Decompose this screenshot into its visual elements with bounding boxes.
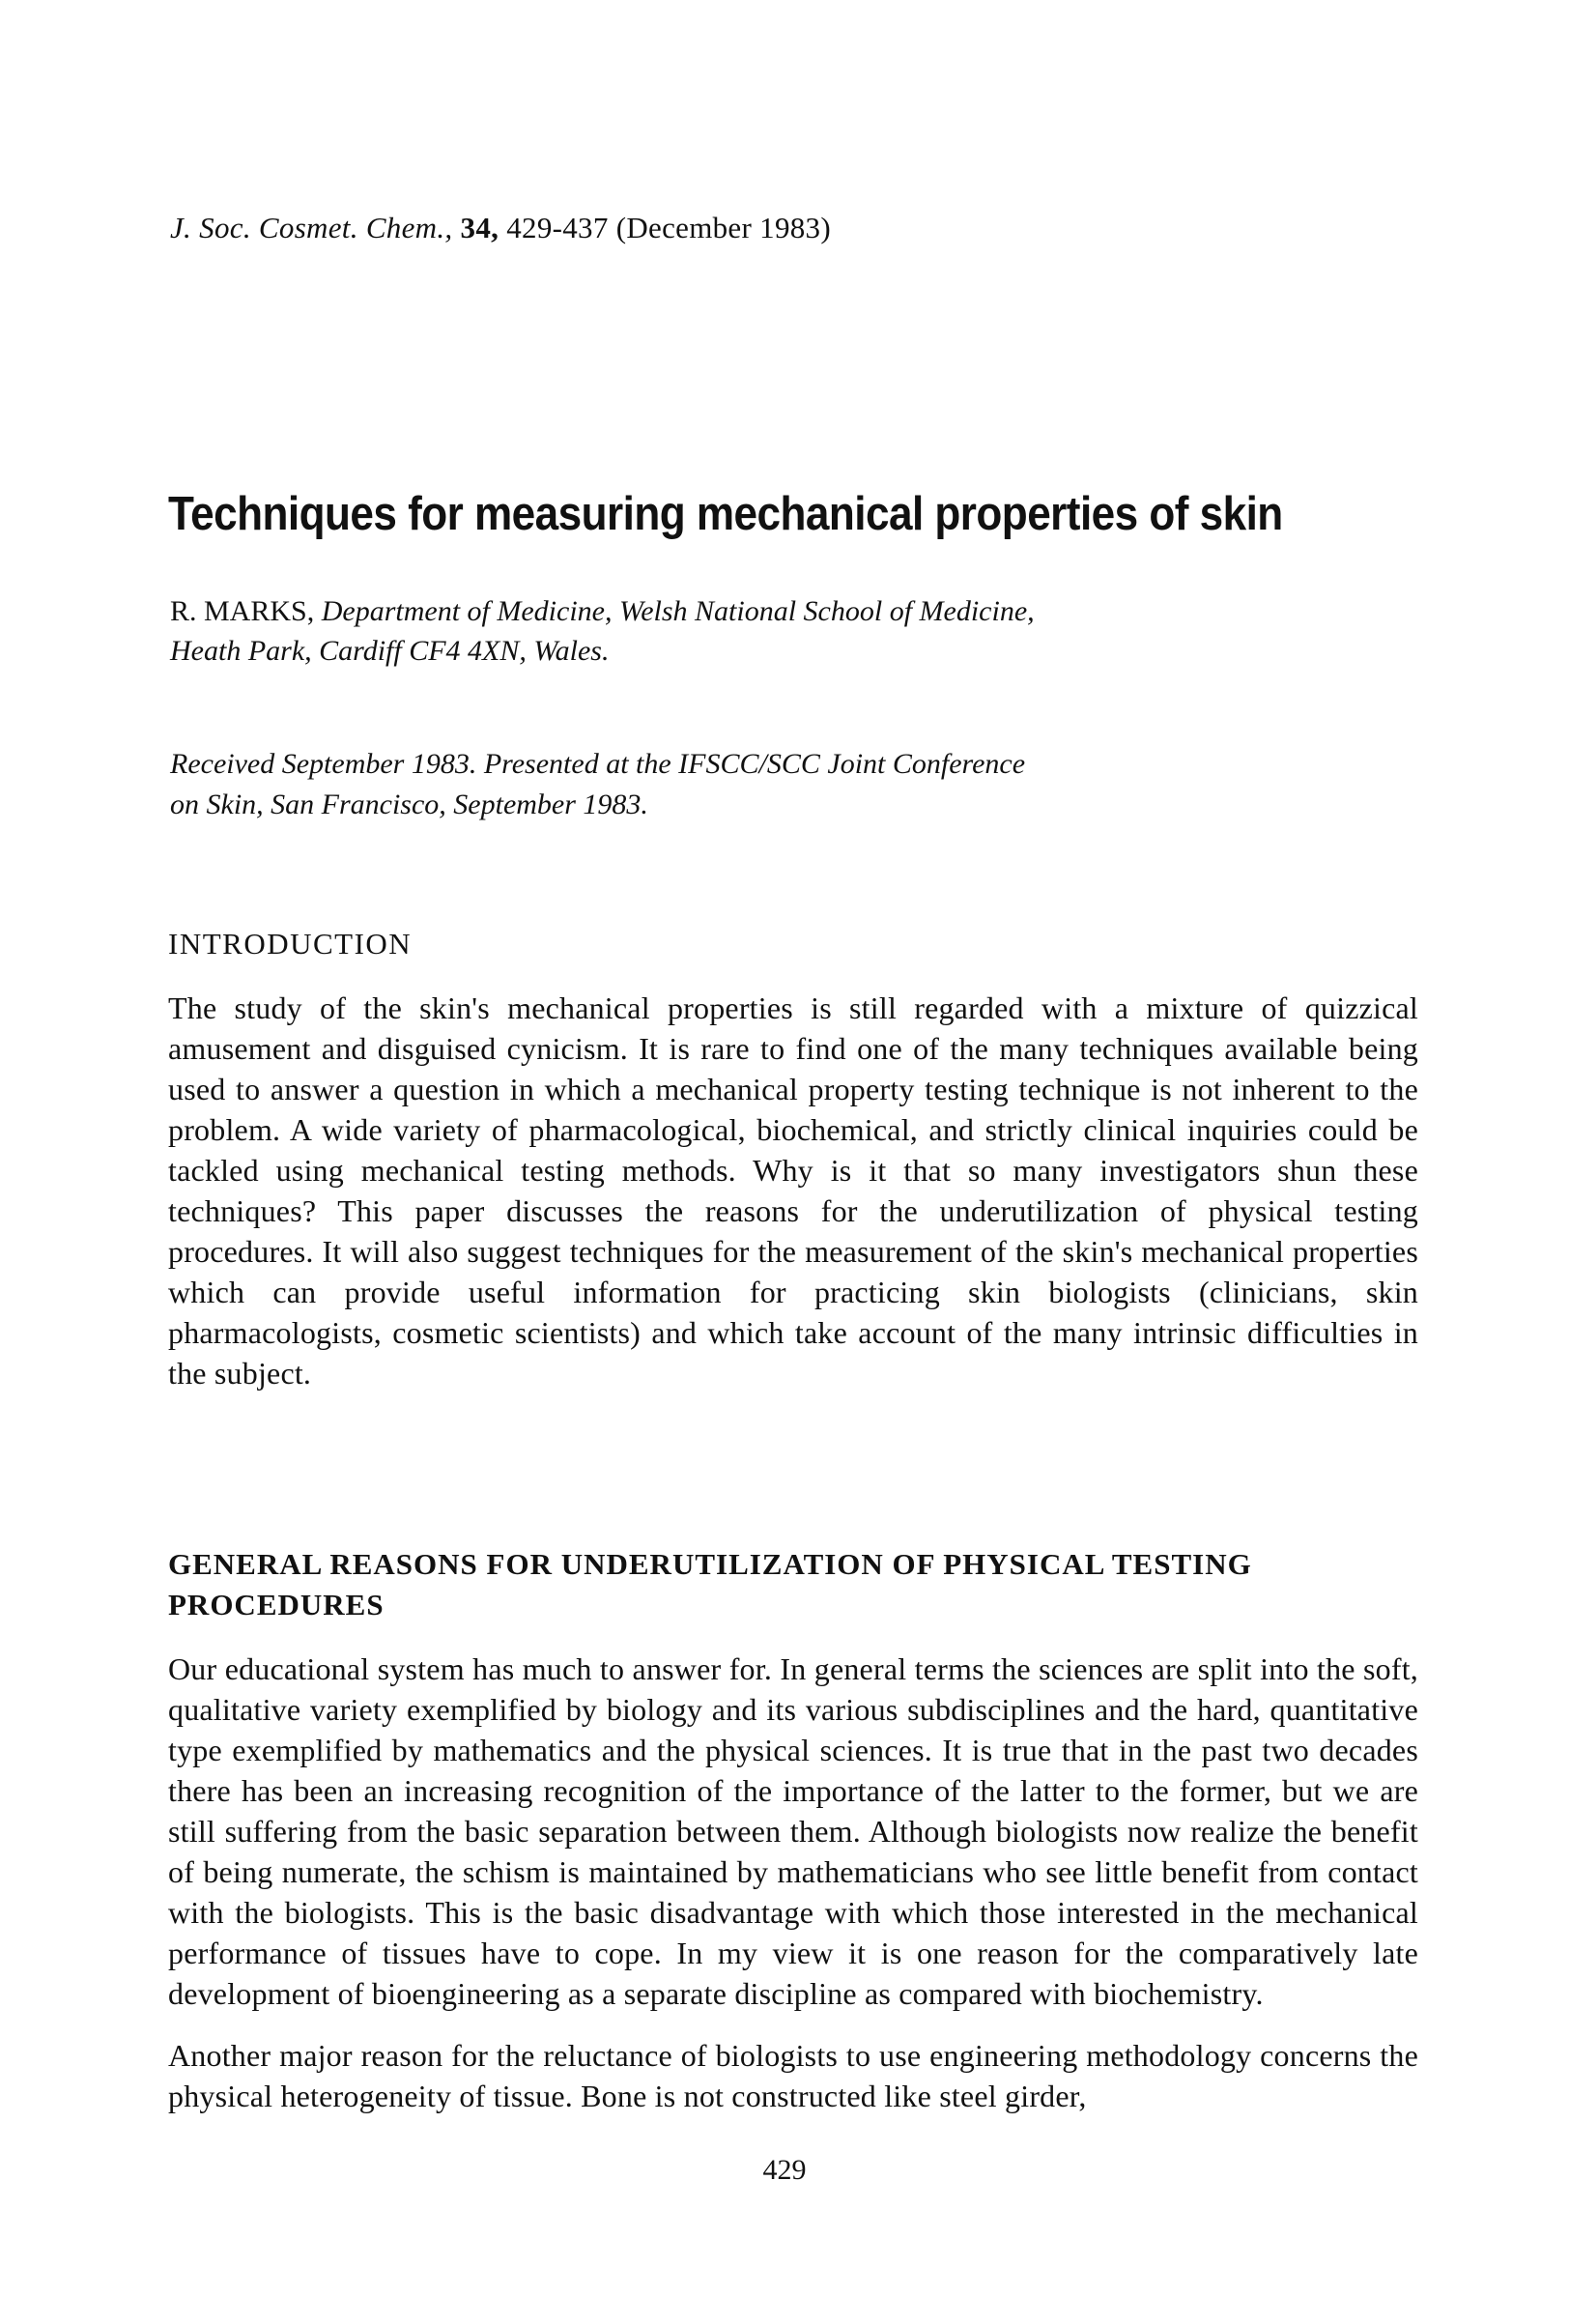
general-reasons-paragraph-2: Another major reason for the reluctance of biologists to use engineering methodology concerns the physical heterogeneity of tissue. Bone is not constructed like steel girder, [168,2038,1418,2113]
introduction-paragraph: The study of the skin's mechanical properties is still regarded with a mixture of quizzical amusement and disguised cynicism. It is rare to find one of the many techniques available being used to answer a question in which a mechanical property testing technique is not inherent to the problem. A wide variety of pharmacological, biochemical, and strictly clinical inquiries could be tackled using mechanical testing methods. Why is it that so many investigators shun these techniques? This paper discusses the reasons for the underutilization of physical testing procedures. It will also suggest techniques for the measurement of the skin's mechanical properties which can provide useful information for practicing skin biologists (clinicians, skin pharmacologists, cosmetic scientists) and which take account of the many intrinsic difficulties in the subject. [168,990,1418,1391]
journal-abbreviation: J. Soc. Cosmet. Chem., [170,211,453,244]
introduction-section [168,924,1418,1415]
article-title: Techniques for measuring mechanical properties of skin [168,488,1283,540]
running-head [170,209,831,247]
general-reasons-heading: GENERAL REASONS FOR UNDERUTILIZATION OF PHYSICAL TESTING PROCEDURES [168,1547,1252,1621]
author-affiliation [170,591,1040,671]
received-note: Received September 1983. Presented at the IFSCC/SCC Joint Conference on Skin, San Francisco, September 1983. [170,748,1026,820]
general-reasons-section [168,1544,1418,2138]
volume-number: 34, [460,211,499,244]
pages-and-date: 429-437 (December 1983) [506,211,831,244]
affiliation: Department of Medicine, Welsh National School of Medicine, Heath Park, Cardiff CF4 4XN, Wales. [170,595,1035,667]
page-number: 429 [762,2154,807,2186]
introduction-heading: INTRODUCTION [168,927,413,961]
general-reasons-paragraph-1: Our educational system has much to answer for. In general terms the sciences are split into the soft, qualitative variety exemplified by biology and its various subdisciplines and the hard, quantitative type exemplified by mathematics and the physical sciences. It is true that in the past two decades there has been an increasing recognition of the importance of the latter to the former, but we are still suffering from the basic separation between them. Although biologists now realize the benefit of being numerate, the schism is maintained by mathematicians who see little benefit from contact with the biologists. This is the basic disadvantage with which those interested in the mechanical performance of tissues have to cope. In my view it is one reason for the comparatively late development of bioengineering as a separate discipline as compared with biochemistry. [168,1651,1418,2011]
author-name: R. MARKS, [170,595,315,627]
